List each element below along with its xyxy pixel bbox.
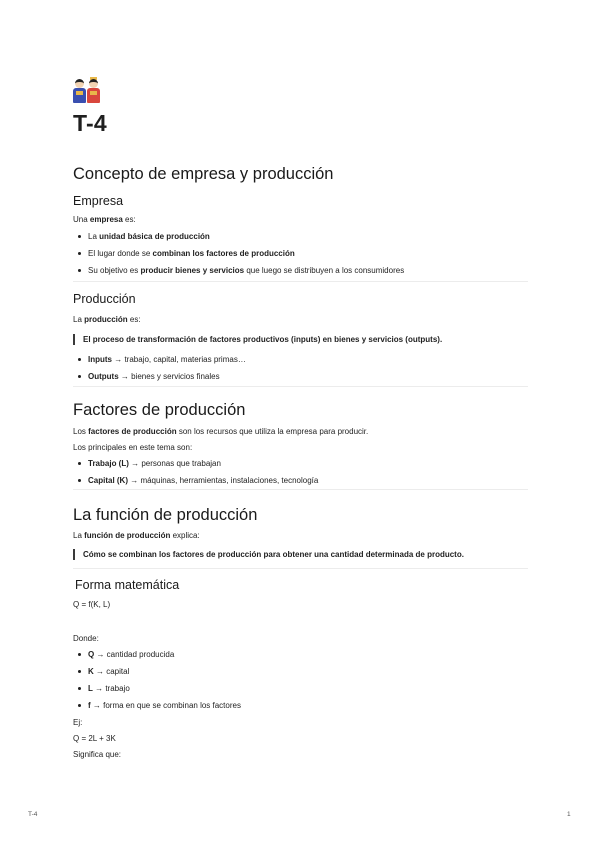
- empresa-list: [73, 231, 543, 276]
- subheading-produccion: Producción: [73, 292, 136, 306]
- divider: [73, 281, 528, 282]
- dolls-emoji-icon: [73, 75, 100, 103]
- list-item: Inputs → trabajo, capital, materias primas…: [88, 354, 543, 365]
- significa-label: Significa que:: [73, 750, 122, 759]
- funcion-quote: Cómo se combinan los factores de producción para obtener una cantidad determinada de producto.: [73, 549, 523, 560]
- list-item: f → forma en que se combinan los factores: [88, 700, 543, 711]
- divider: [73, 568, 528, 569]
- section-heading-empresa-produccion: Concepto de empresa y producción: [73, 165, 334, 183]
- example-label: Ej:: [73, 718, 83, 727]
- produccion-list: [73, 354, 543, 382]
- list-item: K → capital: [88, 666, 543, 677]
- funcion-intro: La función de producción explica:: [73, 531, 200, 540]
- list-item: Su objetivo es producir bienes y servicios que luego se distribuyen a los consumidores: [88, 265, 543, 276]
- divider: [73, 489, 528, 490]
- list-item: Trabajo (L) → personas que trabajan: [88, 458, 543, 469]
- donde-label: Donde:: [73, 634, 99, 643]
- footer-page-number: 1: [567, 811, 571, 818]
- divider: [73, 386, 528, 387]
- list-item: Q → cantidad producida: [88, 649, 543, 660]
- subheading-empresa: Empresa: [73, 194, 124, 208]
- list-item: L → trabajo: [88, 683, 543, 694]
- footer-doc-title: T-4: [28, 811, 38, 818]
- formula: Q = f(K, L): [73, 600, 111, 609]
- section-heading-funcion: La función de producción: [73, 506, 258, 524]
- list-item: Capital (K) → máquinas, herramientas, instalaciones, tecnología: [88, 475, 543, 486]
- subheading-forma-matematica: Forma matemática: [75, 578, 180, 592]
- list-item: La unidad básica de producción: [88, 231, 543, 242]
- variables-list: [73, 649, 543, 711]
- factores-intro: Los factores de producción son los recursos que utiliza la empresa para producir.: [73, 427, 369, 436]
- factores-list: [73, 458, 543, 486]
- produccion-intro: La producción es:: [73, 315, 141, 324]
- empresa-intro: Una empresa es:: [73, 215, 136, 224]
- list-item: Outputs → bienes y servicios finales: [88, 371, 543, 382]
- example-formula: Q = 2L + 3K: [73, 734, 116, 743]
- factores-intro2: Los principales en este tema son:: [73, 443, 193, 452]
- section-heading-factores: Factores de producción: [73, 401, 246, 419]
- page-title: T-4: [73, 110, 107, 136]
- produccion-quote: El proceso de transformación de factores productivos (inputs) en bienes y servicios (outputs).: [73, 334, 523, 345]
- list-item: El lugar donde se combinan los factores de producción: [88, 248, 543, 259]
